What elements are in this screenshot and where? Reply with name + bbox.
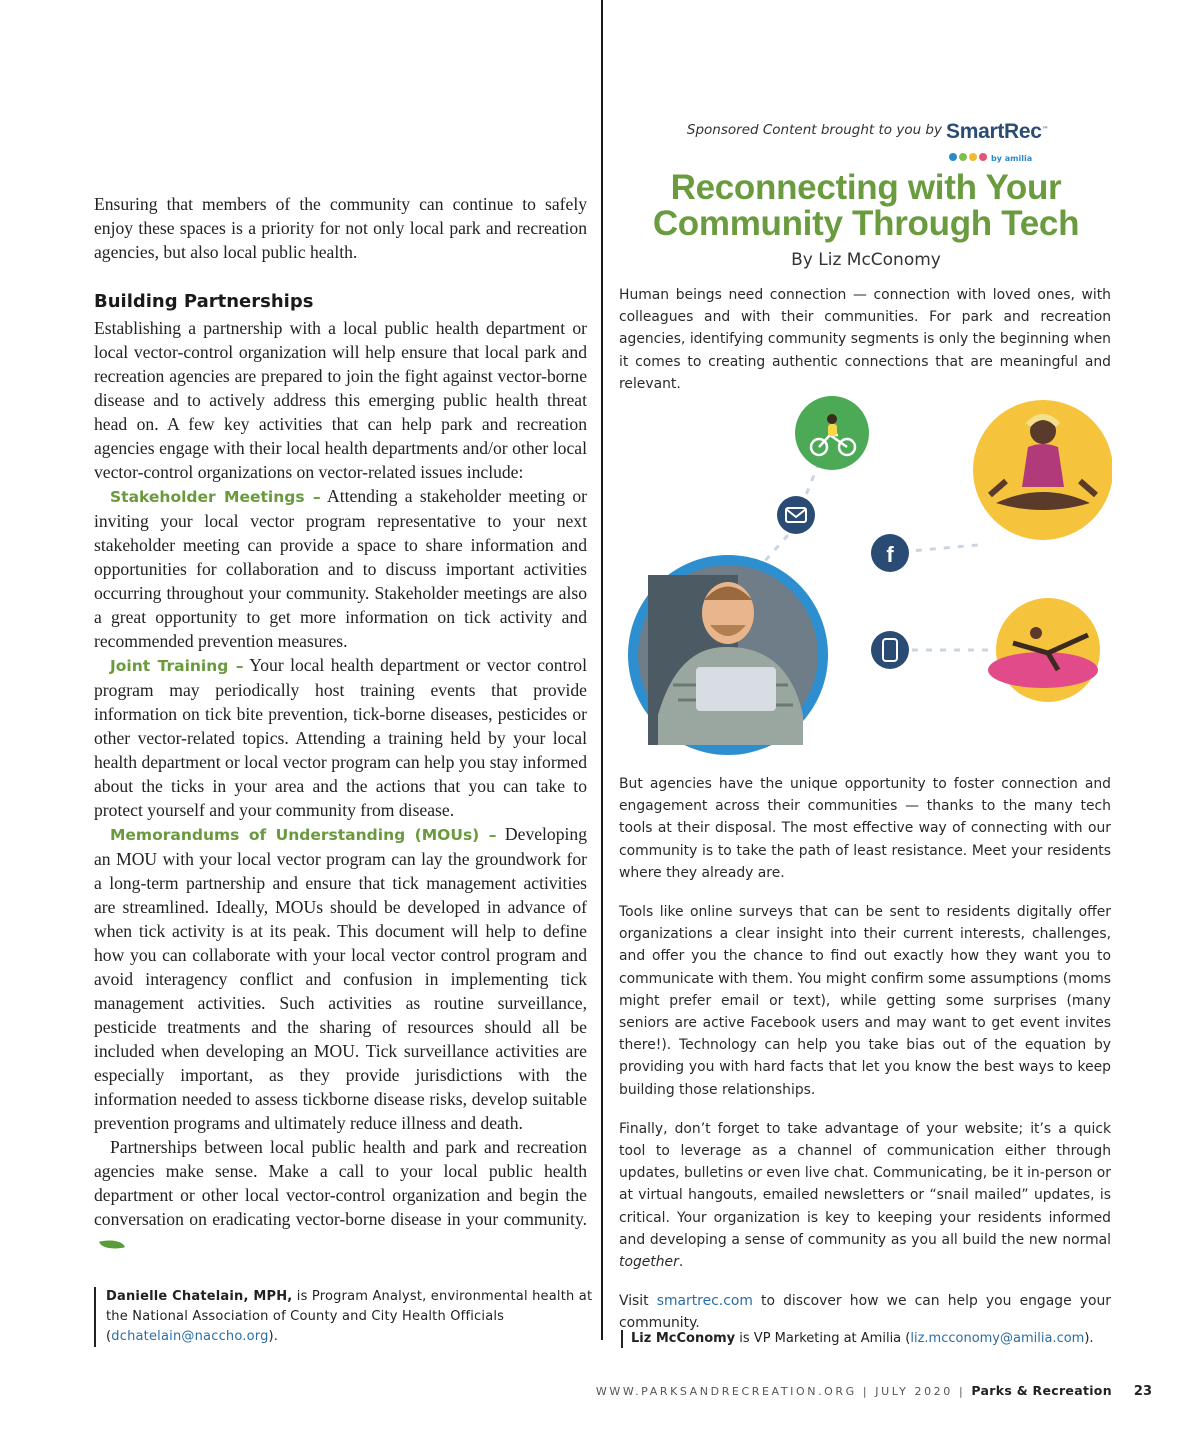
logo-byline: by amilia <box>991 154 1033 163</box>
section-heading: Building Partnerships <box>94 291 314 312</box>
mou-paragraph <box>94 822 587 1135</box>
title-line-2: Community Through Tech <box>652 204 1080 243</box>
email-icon <box>777 496 815 534</box>
stretching-person-illustration <box>988 598 1100 702</box>
author-bio-left <box>94 1287 606 1347</box>
bio-text: is Program Analyst, environmental health at the National Association of County and City Health Officials ( <box>106 1289 593 1344</box>
right-paragraph-5 <box>619 1290 1111 1334</box>
title-line-1: Reconnecting with Your <box>670 168 1062 207</box>
right-body <box>619 773 1111 1352</box>
right-paragraph-2: But agencies have the unique opportunity to foster connection and engagement across their communities — thanks to the many tech tools at their disposal. The most effective way of connecting with our community is to take the path of least resistance. Meet your residents where they already are. <box>619 776 1111 881</box>
svg-text:f: f <box>886 542 894 567</box>
footer-site: WWW.PARKSANDRECREATION.ORG | JULY 2020 | <box>595 1385 972 1398</box>
logo-dot-pink <box>979 153 987 161</box>
stakeholder-lead: Stakeholder Meetings – <box>110 488 321 506</box>
paragraph-5-text-b: to discover how we can help you engage your community. <box>619 1293 1111 1332</box>
page-number: 23 <box>1133 1384 1152 1399</box>
bio-right-email-link[interactable]: liz.mcconomy@amilia.com <box>910 1331 1085 1346</box>
right-paragraph-4 <box>619 1118 1111 1273</box>
sponsor-line: Sponsored Content brought to you by <box>686 122 942 138</box>
partnership-paragraph: Establishing a partnership with a local public health department or local vector-control organization will help ensure that local park and recreation agencies are prepared to join the fight against vector-borne disease and to actively address this emerging public health threat head on. A few key activities that can help park and recreation agencies engage with their local health departments and/or other local vector-control organizations on vector-related issues include: <box>94 318 587 482</box>
smartrec-logo <box>946 120 1056 163</box>
closing-paragraph <box>94 1135 587 1255</box>
training-text: Your local health department or vector control program may periodically host training events that provide information on tick bite prevention, tick-borne diseases, pesticides or other vector-related topics. Attending a training held by your local health department or local vector program can help you stay informed about the ticks in your area and the actions that you can take to protect yourself and your community from disease. <box>94 655 587 820</box>
facebook-icon <box>871 534 909 572</box>
logo-dot-green <box>959 153 967 161</box>
community-tech-illustration <box>618 385 1112 755</box>
logo-wordmark: SmartRec <box>946 120 1042 143</box>
bicycle-icon <box>795 396 869 470</box>
article-title <box>616 170 1116 242</box>
intro-paragraph: Ensuring that members of the community can continue to safely enjoy these spaces is a priority for not only local park and recreation agencies, but also local public health. <box>94 194 587 262</box>
right-paragraph-3: Tools like online surveys that can be sent to residents digitally offer organizations a clear insight into their current interests, challenges, and offer you the chance to find out exactly how they want you to communicate with them. You might confirm some assumptions (moms might prefer email or text), while getting some surprises (many seniors are active Facebook users and may want to get event invites there!). Technology can help you take bias out of the equation by providing you with hard facts that let you know the best ways to keep building those relationships. <box>619 904 1111 1098</box>
mou-lead: Memorandums of Understanding (MOUs) – <box>110 826 497 844</box>
left-article <box>94 192 587 1255</box>
footer-magazine: Parks & Recreation <box>971 1383 1112 1398</box>
bio-email-link[interactable]: dchatelain@naccho.org <box>111 1329 269 1344</box>
right-paragraph-1: Human beings need connection — connection with loved ones, with colleagues and with their communities. For park and recreation agencies, identifying community segments is only the beginning when it comes to creating authentic connections that are meaningful and relevant. <box>619 287 1111 392</box>
bio-author-name: Danielle Chatelain, MPH, <box>106 1289 293 1304</box>
column-divider <box>601 0 603 1340</box>
paragraph-4-end: . <box>678 1254 684 1271</box>
leaf-icon <box>99 1237 125 1253</box>
bio-right-author-name: Liz McConomy <box>631 1331 736 1346</box>
training-lead: Joint Training – <box>110 657 244 675</box>
closing-text: Partnerships between local public health and park and recreation agencies make sense. Make a call to your local public health department or other local vector-control organization and begin the conversation on eradicating vector-borne disease in your community. <box>94 1137 587 1229</box>
phone-icon <box>871 631 909 669</box>
logo-trademark: ™ <box>1041 125 1049 134</box>
paragraph-4-text: Finally, don’t forget to take advantage of your website; it’s a quick tool to leverage as a channel of communication either through updates, bulletins or even live chat. Communicating, be it in-person or at virtual hangouts, emailed newsletters or “snail mailed” updates, is critical. Your organization is key to keeping your residents informed and developing a sense of community as you all build the new normal <box>619 1120 1111 1248</box>
logo-dot-blue <box>949 153 957 161</box>
page-footer <box>560 1383 1152 1399</box>
bio-close: ). <box>268 1329 279 1344</box>
logo-dot-yellow <box>969 153 977 161</box>
stakeholder-text: Attending a stakeholder meeting or inviting your local vector program representative to your next stakeholder meeting can provide a space to share information and opportunities for collaboration and to discuss important activities occurring throughout your community. Stakeholder meetings are also a great opportunity to get more information on tick activity and recommended prevention measures. <box>94 486 587 651</box>
bio-right-text: is VP Marketing at Amilia ( <box>735 1331 911 1346</box>
mou-text: Developing an MOU with your local vector program can lay the groundwork for a long-term partnership and ensure that tick management activities are streamlined. Ideally, MOUs should be developed in advance of when tick activity is at its peak. This document will help to define how you can collaborate with your local vector control program and avoid interagency conflict and confusion in implementing tick management activities. Such activities as routine surveillance, pesticide treatments and the sharing of resources should all be included when developing an MOU. Tick surveillance activities are especially important, as they provide jurisdictions with the information needed to assess tickborne disease risks, develop suitable prevention programs and ultimately reduce illness and death. <box>94 824 588 1133</box>
man-with-laptop-photo <box>628 555 828 755</box>
stakeholder-paragraph <box>94 484 587 653</box>
training-paragraph <box>94 653 587 822</box>
smartrec-link[interactable]: smartrec.com <box>656 1293 753 1310</box>
logo-dots <box>949 148 1032 166</box>
yoga-person-illustration <box>973 400 1112 540</box>
paragraph-4-italic: together <box>619 1254 679 1271</box>
article-byline: By Liz McConomy <box>791 250 941 270</box>
bio-right-close: ). <box>1084 1331 1094 1346</box>
paragraph-5-text-a: Visit <box>619 1293 657 1310</box>
author-bio-right <box>621 1330 1121 1348</box>
